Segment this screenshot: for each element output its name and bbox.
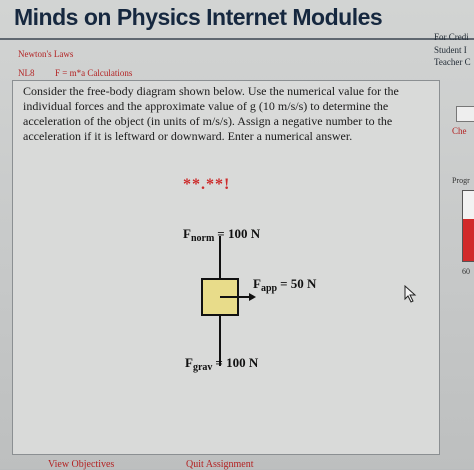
applied-force-arrowhead [249, 293, 256, 301]
answer-feedback: **.**! [183, 176, 231, 193]
view-objectives-link[interactable]: View Objectives [48, 459, 115, 470]
progress-value: 60 [462, 267, 470, 276]
quit-assignment-link[interactable]: Quit Assignment [186, 459, 254, 470]
credit-input[interactable] [456, 106, 474, 122]
question-text: Consider the free-body diagram shown below. Use the numerical value for the individual forces and the approximate value of g (10 m/s/s) to determine the acceleration of the object (in units of m/s/s). Assign a negative number to the acceleration if it is leftward or downward. Enter a numerical answer. [23, 84, 399, 143]
free-body-diagram [13, 81, 441, 456]
gravity-force-label: $F_{grav} = 100$ N [185, 355, 259, 373]
credit-line: For Credi [434, 32, 469, 42]
breadcrumb-code: NL8 [18, 68, 35, 78]
mouse-cursor-icon [404, 285, 418, 303]
app-title: Minds on Physics Internet Modules [14, 4, 383, 30]
right-side-panel [448, 80, 474, 380]
student-line: Student I [434, 45, 467, 55]
breadcrumb-topic: F = m*a Calculations [55, 68, 133, 78]
progress-fill [463, 219, 474, 261]
progress-bar [462, 190, 474, 262]
breadcrumb-section[interactable]: Newton's Laws [18, 49, 74, 59]
progress-label: Progr [452, 176, 470, 185]
normal-force-label: $F_{norm} = 100$ N [183, 226, 261, 244]
teacher-line: Teacher C [434, 57, 471, 67]
check-answer-button[interactable]: Che [452, 126, 467, 136]
applied-force-label: $F_{app} = 50$ N [253, 276, 317, 294]
title-divider [0, 38, 474, 40]
question-panel [12, 80, 440, 455]
